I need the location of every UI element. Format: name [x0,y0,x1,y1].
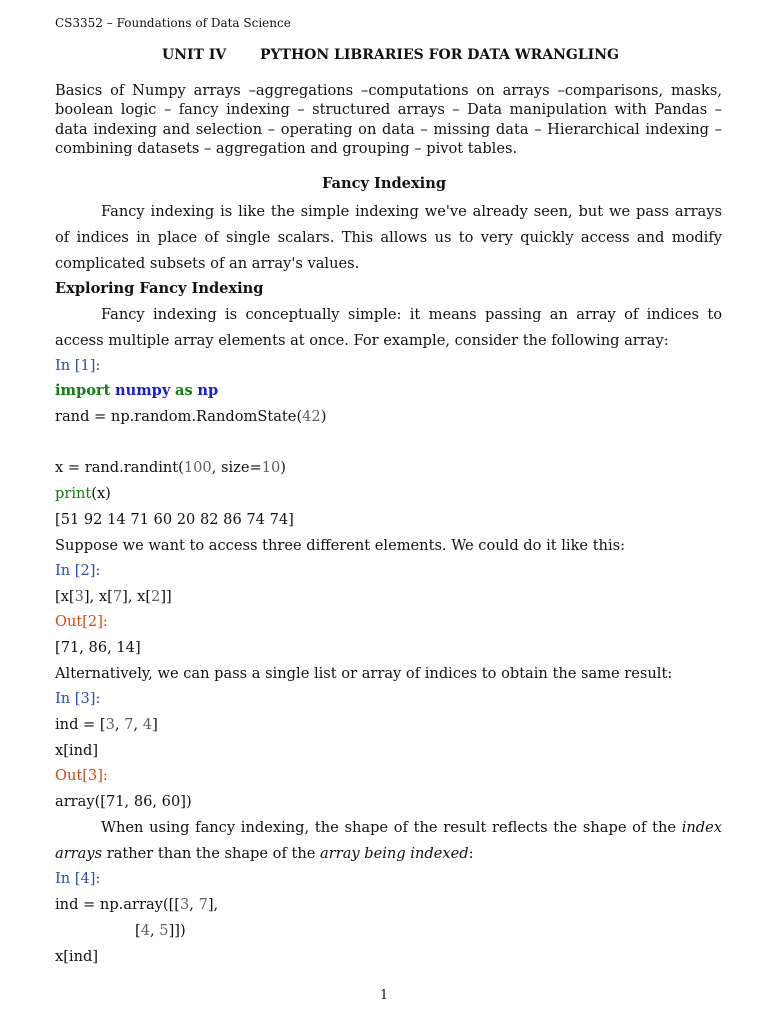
running-header: CS3352 – Foundations of Data Science [55,16,291,30]
code-line: x[ind] [55,948,99,965]
code-text: , [133,716,143,733]
input-prompt: In [2]: [55,562,101,579]
code-number: 5 [159,922,169,939]
text-run: rather than the shape of the [102,845,321,862]
code-number: 7 [124,716,134,733]
paragraph-line: Fancy indexing is conceptually simple: it means passing an array of indices to [101,306,722,323]
cell-output: array([71, 86, 60]) [55,793,192,810]
paragraph-line [55,845,474,863]
input-prompt: In [4]: [55,870,101,887]
code-number: 42 [302,408,321,425]
module-name: numpy [115,382,171,399]
code-line [55,896,218,914]
code-number: 100 [183,459,212,476]
code-number: 3 [105,716,115,733]
code-number: 3 [179,896,190,913]
syllabus-line: Basics of Numpy arrays –aggregations –computations on arrays –comparisons, masks, [55,82,722,99]
code-text: rand = np.random.RandomState( [55,408,303,425]
code-number: 2 [151,588,161,605]
italic-run: array being indexed [320,845,469,862]
code-line-import [55,382,218,400]
subsection-title: Exploring Fancy Indexing [55,280,264,297]
code-text: x = rand.randint( [55,459,184,476]
code-text: ] [152,716,158,733]
code-number: 3 [74,588,84,605]
code-line [135,922,186,940]
code-text: [ [135,922,141,939]
input-prompt: In [3]: [55,690,101,707]
code-text: [x[ [55,588,75,605]
cell-output: [71, 86, 14] [55,639,141,656]
paragraph-line: Fancy indexing is like the simple indexing we've already seen, but we pass arrays [101,203,722,220]
code-text: , [189,896,199,913]
code-text: ]] [160,588,172,605]
code-line [55,716,158,734]
code-text: ], x[ [122,588,152,605]
paragraph-line: access multiple array elements at once. For example, consider the following array: [55,332,669,349]
code-number: 7 [112,588,123,605]
keyword: as [175,382,193,399]
syllabus-line: combining datasets – aggregation and grouping – pivot tables. [55,140,518,157]
code-line-randint [55,459,286,477]
output-prompt: Out[3]: [55,767,108,784]
paragraph-line: Suppose we want to access three different elements. We could do it like this: [55,537,626,554]
code-text: , [114,716,125,733]
paragraph-line: Alternatively, we can pass a single list or array of indices to obtain the same result: [55,665,673,682]
code-text: ], [207,896,219,913]
code-text: , size= [211,459,262,476]
syllabus-line: boolean logic – fancy indexing – structured arrays – Data manipulation with Pandas – [55,101,722,118]
cell-output: [51 92 14 71 60 20 82 86 74 74] [55,511,294,528]
output-prompt: Out[2]: [55,613,108,630]
section-title: Fancy Indexing [321,175,447,192]
code-number: 4 [142,716,153,733]
code-text: ind = np.array([[ [55,896,180,913]
code-text: ], x[ [83,588,113,605]
page-number: 1 [379,988,389,1003]
paragraph-line: of indices in place of single scalars. This allows us to very quickly access and modify [55,229,722,246]
code-line: x[ind] [55,742,99,759]
code-number: 10 [261,459,281,476]
paragraph-line [101,819,722,837]
text-run: : [468,845,474,862]
code-text: ) [280,459,286,476]
code-line-print [55,485,111,503]
code-line [55,588,172,606]
unit-number: UNIT IV [162,47,227,63]
code-text: (x) [91,485,111,502]
italic-run: index [681,819,722,836]
code-number: 4 [140,922,150,939]
module-alias: np [197,382,219,399]
italic-run: arrays [55,845,103,862]
code-text: ) [320,408,327,425]
syllabus-line: data indexing and selection – operating on data – missing data – Hierarchical indexing – [55,121,722,138]
builtin-function: print [55,485,92,502]
code-line-rand [55,408,326,426]
code-text: , [150,922,160,939]
text-run: When using fancy indexing, the shape of the result reflects the shape of the [101,819,682,836]
keyword: import [55,382,111,399]
code-number: 7 [198,896,208,913]
code-text: ind = [ [55,716,106,733]
unit-title: PYTHON LIBRARIES FOR DATA WRANGLING [260,47,619,63]
input-prompt: In [1]: [55,357,101,374]
paragraph-line: complicated subsets of an array's values. [55,255,360,272]
code-text: ]]) [168,922,186,939]
